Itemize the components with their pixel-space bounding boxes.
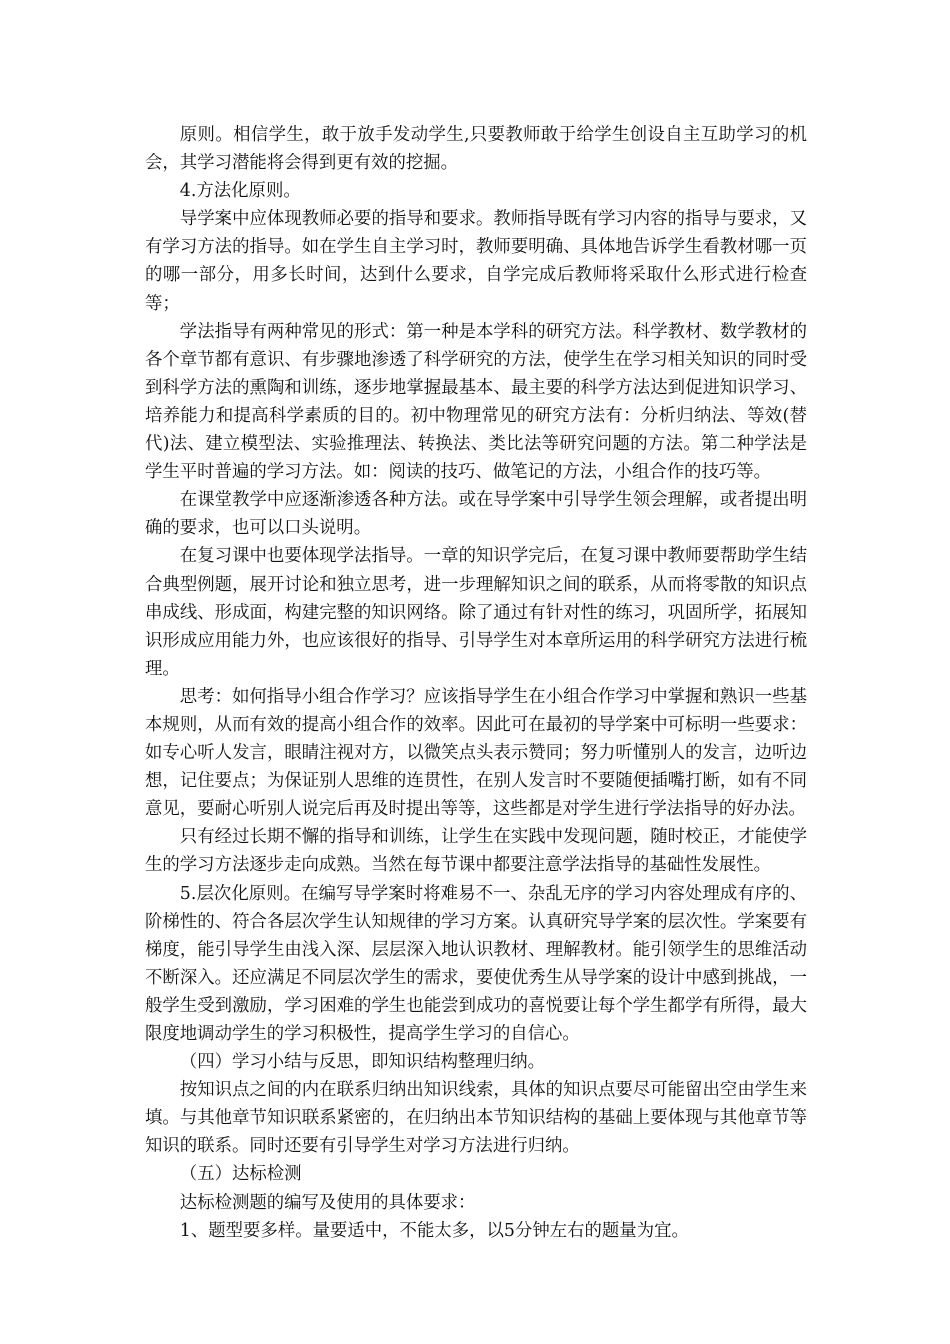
heading-standard-test: （五）达标检测 [179,1164,302,1185]
paragraph-long-term-training: 只有经过长期不懈的指导和训练，让学生在实践中发现问题，随时校正，才能使学生的学习方法逐步走向成熟。当然在每节课中都要注意学法指导的基础性发展性。 [145,827,807,876]
paragraph-teacher-guidance: 导学案中应体现教师必要的指导和要求。教师指导既有学习内容的指导与要求，又有学习方法的指导。如在学生自主学习时，教师要明确、具体地告诉学生看教材哪一页的哪一部分，用多长时间，达到什么要求，自学完成后教师将采取什么形式进行检查等； [145,209,807,314]
paragraph-test-requirements: 达标检测题的编写及使用的具体要求： [179,1192,476,1213]
paragraph-layered-principle: 5.层次化原则。在编写导学案时将难易不一、杂乱无序的学习内容处理成有序的、阶梯性的、符合各层次学生认知规律的学习方案。认真研究导学案的层次性。学案要有梯度，能引导学生由浅入深、层层深入地认识教材、理解教材。能引领学生的思维活动不断深入。还应满足不同层次学生的需求，要使优秀生从导学案的设计中感到挑战，一般学生受到激励，学习困难的学生也能尝到成功的喜悦要让每个学生都学有所得，最大限度地调动学生的学习积极性，提高学生学习的自信心。 [145,883,807,1044]
paragraph-classroom-infiltration: 在课堂教学中应逐渐渗透各种方法。或在导学案中引导学生领会理解，或者提出明确的要求，也可以口头说明。 [145,490,807,539]
document-body [145,121,807,1245]
paragraph-group-cooperation: 思考：如何指导小组合作学习？应该指导学生在小组合作学习中掌握和熟识一些基本规则，从而有效的提高小组合作的效率。因此可在最初的导学案中可标明一些要求：如专心听人发言，眼睛注视对方，以微笑点头表示赞同；努力听懂别人的发言，边听边想，记住要点；为保证别人思维的连贯性，在别人发言时不要随便插嘴打断，如有不同意见，要耐心听别人说完后再及时提出等等，这些都是对学生进行学法指导的好办法。 [145,686,807,820]
paragraph-cooperation-principle-end: 原则。相信学生，敢于放手发动学生,只要教师敢于给学生创设自主互助学习的机会，其学习潜能将会得到更有效的挖掘。 [145,125,807,174]
paragraph-question-types: 1、题型要多样。量要适中，不能太多，以5分钟左右的题量为宜。 [179,1220,689,1241]
paragraph-study-method-forms: 学法指导有两种常见的形式：第一种是本学科的研究方法。科学教材、数学教材的各个章节都有意识、有步骤地渗透了科学研究的方法，使学生在学习相关知识的同时受到科学方法的熏陶和训练，逐步地掌握最基本、最主要的科学方法达到促进知识学习、培养能力和提高科学素质的目的。初中物理常见的研究方法有：分析归纳法、等效(替代)法、建立模型法、实验推理法、转换法、类比法等研究问题的方法。第二种学法是学生平时普遍的学习方法。如：阅读的技巧、做笔记的方法，小组合作的技巧等。 [145,321,807,483]
paragraph-knowledge-structure: 按知识点之间的内在联系归纳出知识线索，具体的知识点要尽可能留出空由学生来填。与其他章节知识联系紧密的，在归纳出本节知识结构的基础上要体现与其他章节等知识的联系。同时还要有引导学生对学习方法进行归纳。 [145,1080,807,1157]
paragraph-review-lesson: 在复习课中也要体现学法指导。一章的知识学完后，在复习课中教师要帮助学生结合典型例题，展开讨论和独立思考，进一步理解知识之间的联系，从而将零散的知识点串成线、形成面，构建完整的知识网络。除了通过有针对性的练习，巩固所学，拓展知识形成应用能力外，也应该很好的指导、引导学生对本章所运用的科学研究方法进行梳理。 [145,546,807,679]
heading-method-principle: 4.方法化原则。 [179,181,301,202]
heading-summary-reflection: （四）学习小结与反思，即知识结构整理归纳。 [179,1052,546,1073]
